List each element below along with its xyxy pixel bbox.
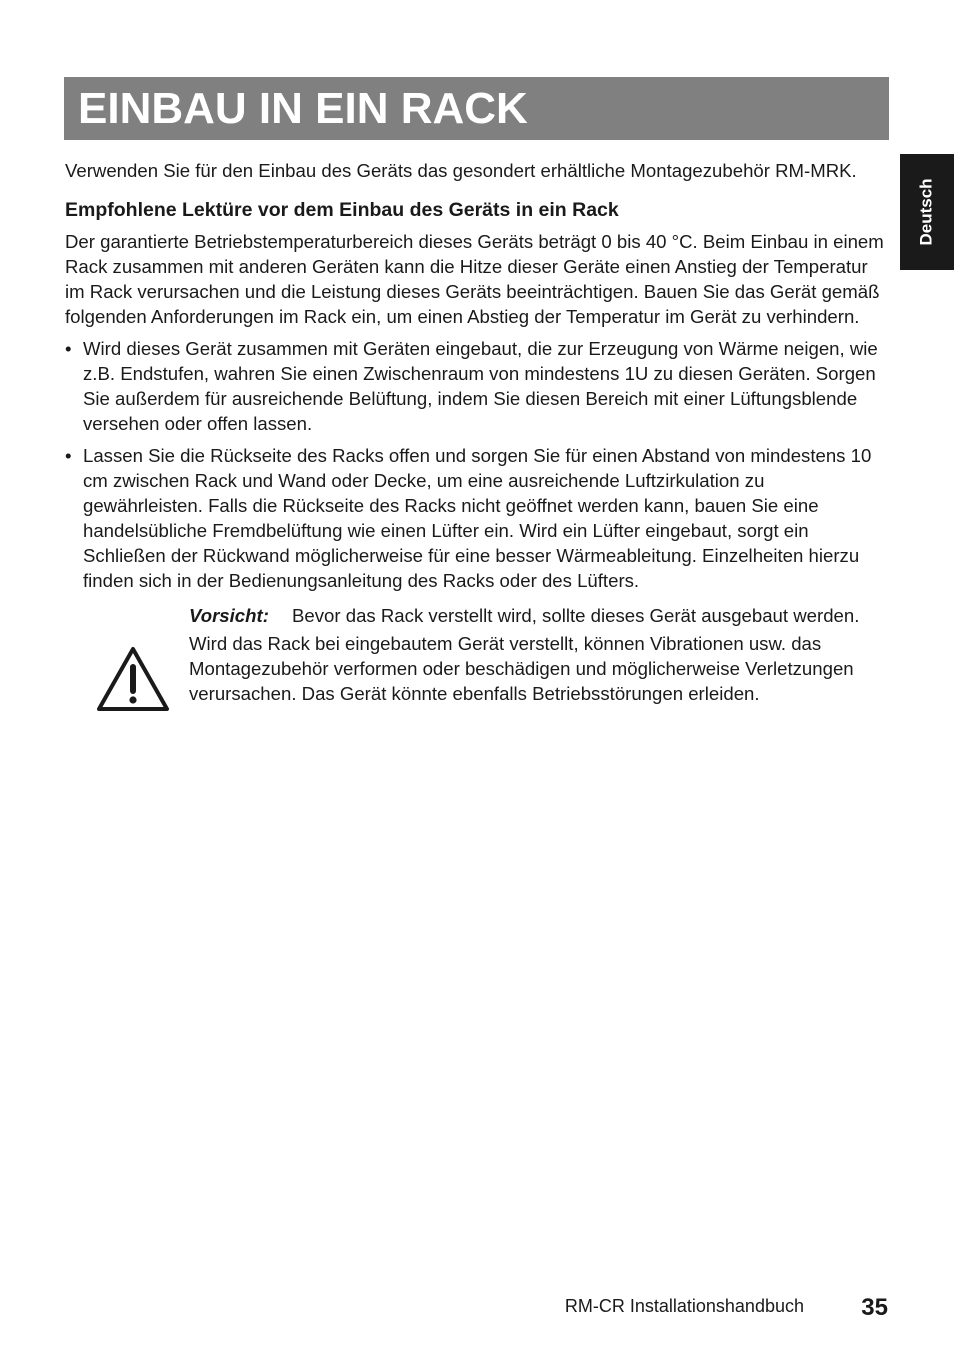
language-tab bbox=[900, 154, 954, 270]
title-bar bbox=[64, 77, 889, 140]
requirements-list bbox=[65, 336, 889, 593]
intro-paragraph: Verwenden Sie für den Einbau des Geräts das gesondert erhältliche Montagezubehör RM-MRK. bbox=[65, 160, 857, 181]
caution-lead: Bevor das Rack verstellt wird, sollte dieses Gerät ausgebaut werden. bbox=[292, 605, 860, 626]
caution-label: Vorsicht: bbox=[189, 605, 269, 626]
caution-block bbox=[65, 603, 889, 706]
manual-title: RM-CR Installationshandbuch bbox=[564, 1296, 804, 1316]
bullet-icon: • bbox=[65, 338, 72, 359]
language-tab-label: Deutsch bbox=[917, 178, 937, 246]
warning-triangle-icon bbox=[95, 645, 171, 713]
caution-body: Wird das Rack bei eingebautem Gerät verstellt, können Vibrationen usw. das Montagezubehör verformen oder beschädigen und möglicherweise Verletzungen verursachen. Das Gerät könnte ebenfalls Betriebsstörungen erleiden. bbox=[189, 633, 854, 704]
list-item-text: Lassen Sie die Rückseite des Racks offen und sorgen Sie für einen Abstand von mindestens 10 cm zwischen Rack und Wand oder Decke, um eine ausreichende Luftzirkulation zu gewährleisten. Falls die Rückseite des Racks nicht geöffnet werden kann, bauen Sie eine handelsübliche Fremdbelüftung wie einen Lüfter ein. Wird ein Lüfter eingebaut, sorgt ein Schließen der Rückwand möglicherweise für eine besser Wärmeableitung. Einzelheiten hierzu finden sich in der Bedienungsanleitung des Racks oder des Lüfters. bbox=[83, 445, 872, 591]
page-number: 35 bbox=[861, 1294, 888, 1321]
list-item bbox=[65, 443, 889, 593]
bullet-icon: • bbox=[65, 445, 72, 466]
page-title: EINBAU IN EIN RACK bbox=[78, 83, 528, 133]
main-content bbox=[65, 158, 889, 706]
list-item bbox=[65, 336, 889, 436]
section-heading: Empfohlene Lektüre vor dem Einbau des Geräts in ein Rack bbox=[65, 199, 619, 221]
page-footer bbox=[0, 1294, 954, 1324]
caution-header bbox=[189, 603, 889, 628]
list-item-text: Wird dieses Gerät zusammen mit Geräten eingebaut, die zur Erzeugung von Wärme neigen, wie z.B. Endstufen, wahren Sie einen Zwischenraum von mindestens 1U zu diesen Geräten. Sorgen Sie außerdem für ausreichende Belüftung, indem Sie diesen Bereich mit einer Lüftungsblende versehen oder offen lassen. bbox=[83, 338, 878, 434]
section-paragraph: Der garantierte Betriebstemperaturbereich dieses Geräts beträgt 0 bis 40 °C. Beim Einbau in einem Rack zusammen mit anderen Geräten kann die Hitze dieser Geräte einen Anstieg der Temperatur im Rack verursachen und die Leistung dieses Geräts beeinträchtigen. Bauen Sie das Gerät gemäß folgenden Anforderungen im Rack ein, um einen Abstieg der Temperatur im Gerät zu verhindern. bbox=[65, 231, 884, 327]
